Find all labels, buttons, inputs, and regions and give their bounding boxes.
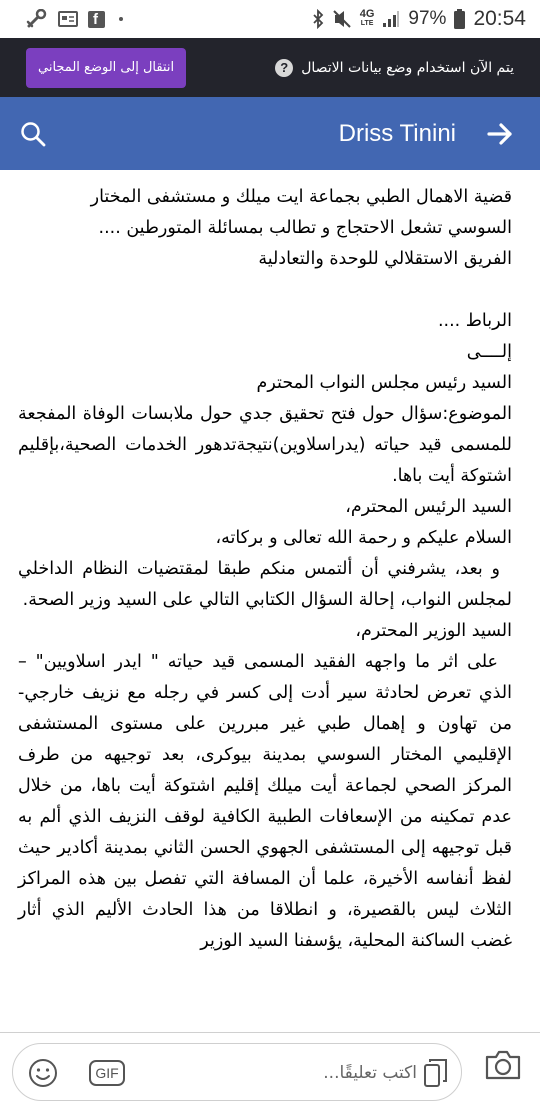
network-sub-label: LTE: [360, 20, 374, 27]
signal-icon: [382, 10, 400, 28]
post-title-line: الفريق الاستقلالي للوحدة والتعادلية: [258, 249, 512, 269]
post-to: إلــــى: [466, 342, 512, 362]
app-header: [0, 97, 540, 170]
network-label: 4G: [359, 8, 375, 20]
post-greeting: السلام عليكم و رحمة الله تعالى و بركاته،: [215, 528, 512, 548]
mute-icon: [332, 9, 352, 29]
facebook-icon: f: [88, 11, 105, 28]
camera-icon[interactable]: [484, 1049, 522, 1085]
post-subject: الموضوع:سؤال حول فتح تحقيق جدي حول ملابسات الوفاة المفجعة للمسمى قيد حياته (يدراسلاوين)نتيجةتدهور الخدمات الصحية،بإقليم اشتوكة أيت باها.: [18, 404, 512, 486]
post-intro: و بعد، يشرفني أن ألتمس منكم طبقا لمقتضيات النظام الداخلي لمجلس النواب، إحالة السؤال الكتابي التالي على السيد وزير الصحة.: [18, 559, 512, 610]
post-recipient: السيد رئيس مجلس النواب المحترم: [256, 373, 512, 393]
post-body: على اثر ما واجهه الفقيد المسمى قيد حياته " ايدر اسلاويين" – الذي تعرض لحادثة سير أدت إلى كسر في رجله مع نزيف خارجي- من تهاون و إهمال طبي غير مبررين على مستوى المستشفى الإقليمي المختار السوسي بمدينة بيوكرى، بعد توجيهه من طرف المركز الصحي لجماعة أيت ميلك إقليم اشتوكة أيت باها، من خلال عدم تمكينه من الإسعافات الطبية الكافية لوقف النزيف الذي ألم به قبل توجيهه إلى المستشفى الجهوي الحسن الثاني بمدينة أكادير حيث لفظ أنفاسه الأخيرة، علما أن المسافة التي تفصل بين هذه المراكز الثلاث ليس بالقصيرة، و انطلاقا من هذا الحادث الأليم الذي أثار غضب الساكنة المحلية، يؤسفنا السيد الوزير: [18, 652, 512, 951]
header-right: [339, 120, 514, 148]
page-title: Driss Tinini: [338, 119, 456, 147]
gif-button[interactable]: GIF: [89, 1060, 125, 1086]
dot-icon: [115, 13, 127, 25]
search-icon[interactable]: [20, 121, 46, 147]
post-content: [0, 170, 540, 1032]
data-mode-banner: [0, 38, 540, 97]
status-bar: [0, 0, 540, 38]
status-time: 20:54: [473, 7, 526, 30]
blank-line: [18, 275, 512, 306]
post-city: الرباط ....: [437, 311, 512, 331]
message-icon: [58, 11, 78, 27]
battery-percent: 97%: [408, 8, 447, 29]
bluetooth-icon: [312, 9, 324, 29]
status-left: [26, 9, 127, 29]
help-icon[interactable]: ?: [275, 59, 293, 77]
status-right: [312, 7, 526, 31]
attachment-icon[interactable]: [423, 1058, 449, 1092]
switch-to-free-mode-button[interactable]: انتقال إلى الوضع المجاني: [26, 48, 186, 88]
battery-icon: [454, 9, 465, 29]
data-mode-text: يتم الآن استخدام وضع بيانات الاتصال: [301, 59, 514, 76]
post-salutation-president: السيد الرئيس المحترم،: [345, 497, 512, 517]
post-title-line: السوسي تشعل الاحتجاج و تطالب بمسائلة المتورطين ....: [98, 218, 512, 238]
emoji-icon[interactable]: [27, 1057, 59, 1093]
network-indicator: [360, 9, 375, 29]
comment-bar: [0, 1033, 540, 1110]
comment-box: [12, 1043, 462, 1101]
tools-icon: [26, 9, 48, 29]
back-arrow-icon[interactable]: [486, 122, 514, 146]
post-salutation-minister: السيد الوزير المحترم،: [355, 621, 512, 641]
post-title-line: قضية الاهمال الطبي بجماعة ايت ميلك و مستشفى المختار: [90, 187, 512, 207]
comment-input[interactable]: [153, 1044, 419, 1102]
data-mode-message: [275, 59, 514, 77]
